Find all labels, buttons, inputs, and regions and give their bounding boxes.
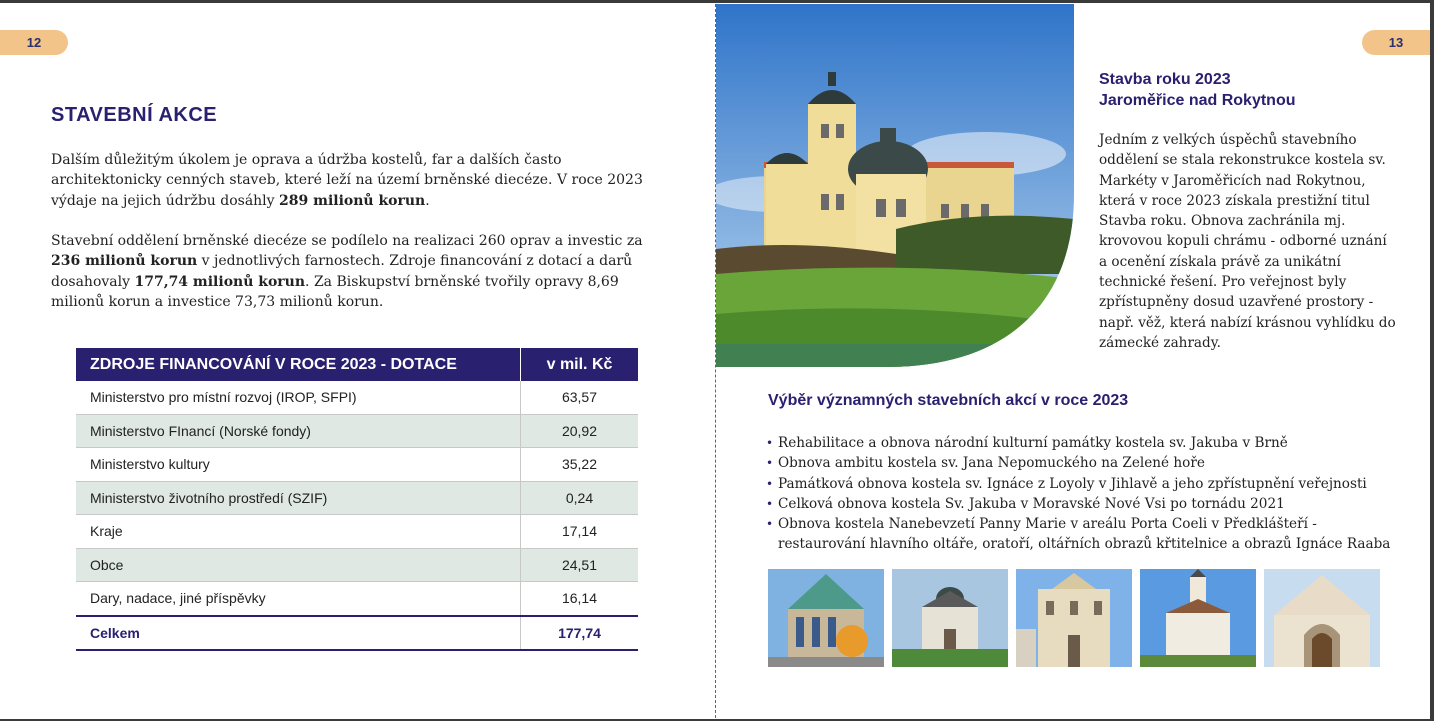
- row-label: Dary, nadace, jiné příspěvky: [76, 582, 521, 616]
- highlight-amount: 289 milionů korun: [279, 192, 426, 209]
- page-number-right: 13: [1362, 30, 1430, 55]
- row-value: 24,51: [521, 548, 639, 582]
- bullet-icon: •: [766, 496, 774, 511]
- detail-paragraph: Stavební oddělení brněnské diecéze se podílelo na realizaci 260 oprav a investic za 236 milionů korun v jednotlivých farnostech. Zdroje financování z dotací a darů dosahovaly 177,74 milionů korun. Za Biskupství brněnské tvořily opravy 8,69 milionů korun a investice 73,73 milionů korun.: [51, 233, 643, 310]
- table-row: [76, 515, 638, 549]
- row-label: Ministerstvo kultury: [76, 448, 521, 482]
- church-thumbnail-brno: [768, 569, 884, 667]
- highlight-amount: 236 milionů korun: [51, 253, 198, 270]
- list-item: • Celková obnova kostela Sv. Jakuba v Moravské Nové Vsi po tornádu 2021: [765, 494, 1405, 514]
- church-thumbnail-moravska-nova-ves: [1140, 569, 1256, 667]
- row-label: Kraje: [76, 515, 521, 549]
- bullet-icon: •: [766, 436, 774, 450]
- photo-strip: [768, 569, 1380, 667]
- list-item: • Obnova ambitu kostela sv. Jana Nepomuckého na Zelené hoře: [765, 453, 1405, 473]
- table-row: [76, 414, 638, 448]
- bullet-icon: •: [766, 476, 774, 491]
- church-thumbnail-zelena-hora: [892, 569, 1008, 667]
- project-title: Stavba roku 2023 Jaroměřice nad Rokytnou: [1099, 71, 1296, 109]
- church-photo: [716, 4, 1074, 367]
- row-label: Ministerstvo životního prostředí (SZIF): [76, 481, 521, 515]
- funding-table: [76, 348, 638, 651]
- project-description: Jedním z velkých úspěchů stavebního oddělení se stala rekonstrukce kostela sv. Markéty v Jaroměřicích nad Rokytnou, která v roce 2023 získala prestižní titul Stavba roku. Obnova zachránila mj. krovovou kopuli chrámu - odborné uznání a ocenění získala právě za unikátní technické řešení. Pro veřejnost byly zpřístupněny dosud uzavřené prostory - např. věž, která nabízí krásnou vyhlídku do zámecké zahrady.: [1099, 132, 1396, 351]
- row-label: Obce: [76, 548, 521, 582]
- table-row: [76, 481, 638, 515]
- list-item: • Rehabilitace a obnova národní kulturní památky kostela sv. Jakuba v Brně: [765, 433, 1405, 453]
- table-header: [76, 348, 638, 381]
- highlight-amount: 177,74 milionů korun: [134, 273, 306, 290]
- actions-list: [765, 433, 1405, 555]
- list-item: • Obnova kostela Nanebevzetí Panny Marie v areálu Porta Coeli v Předklášteří - restaurování hlavního oltáře, oratoří, oltářních obrazů křtitelnice a obrazů Ignáce Raaba: [766, 516, 1391, 553]
- church-thumbnail-porta-coeli: [1264, 569, 1380, 667]
- table-header-label: ZDROJE FINANCOVÁNÍ V ROCE 2023 - DOTACE: [76, 348, 521, 381]
- row-value: 20,92: [521, 414, 639, 448]
- table-row: [76, 548, 638, 582]
- row-value: 16,14: [521, 582, 639, 616]
- table-row: [76, 448, 638, 482]
- row-value: 63,57: [521, 381, 639, 414]
- row-value: 17,14: [521, 515, 639, 549]
- total-value: 177,74: [521, 616, 639, 651]
- row-label: Ministerstvo pro místní rozvoj (IROP, SFPI): [76, 381, 521, 414]
- section-heading: STAVEBNÍ AKCE: [51, 104, 218, 126]
- table-header-unit: v mil. Kč: [521, 348, 639, 381]
- page-number-left: 12: [0, 30, 68, 55]
- total-label: Celkem: [76, 616, 521, 651]
- list-item: • Památková obnova kostela sv. Ignáce z Loyoly v Jihlavě a jeho zpřístupnění veřejnosti: [765, 474, 1405, 494]
- actions-heading: Výběr významných stavebních akcí v roce 2023: [768, 392, 1129, 409]
- bullet-icon: •: [766, 456, 774, 471]
- bullet-icon: •: [766, 517, 774, 532]
- row-value: 35,22: [521, 448, 639, 482]
- right-border: [1430, 0, 1434, 721]
- row-label: Ministerstvo FInancí (Norské fondy): [76, 414, 521, 448]
- church-thumbnail-jihlava: [1016, 569, 1132, 667]
- table-total-row: [76, 616, 638, 651]
- intro-paragraph: Dalším důležitým úkolem je oprava a údržba kostelů, far a dalších často architektonicky cenných staveb, které leží na území brněnské diecéze. V roce 2023 výdaje na jejich údržbu dosáhly 289 milionů korun.: [51, 152, 643, 209]
- table-row: [76, 381, 638, 414]
- table-row: [76, 582, 638, 616]
- row-value: 0,24: [521, 481, 639, 515]
- top-border: [0, 0, 1434, 3]
